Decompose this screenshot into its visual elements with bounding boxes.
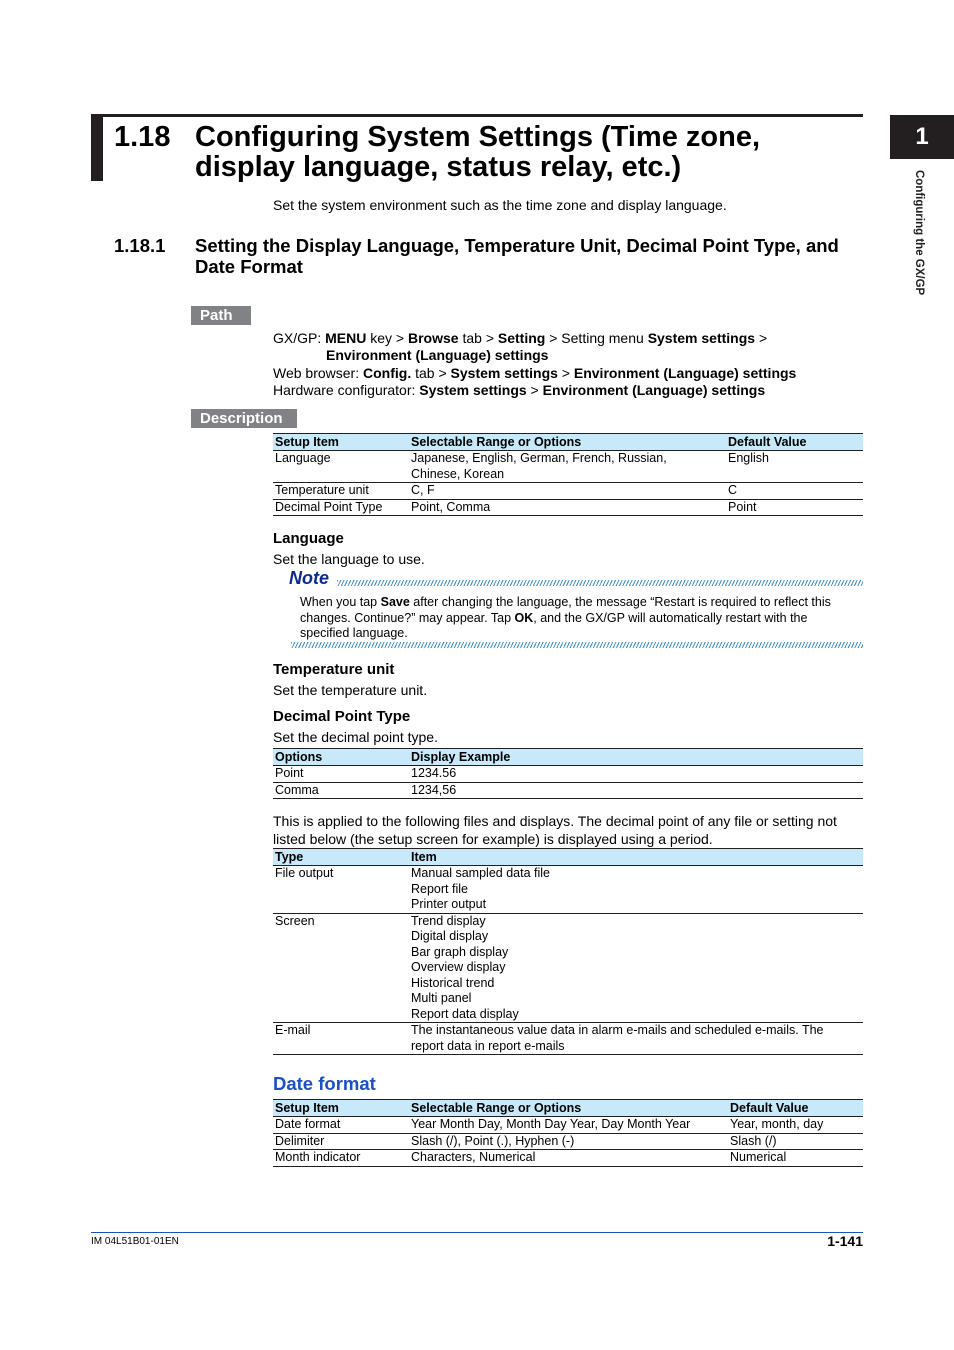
decimal-table (273, 748, 863, 799)
list-item: Overview display (411, 960, 506, 974)
footer-rule (91, 1232, 863, 1233)
table-row: Decimal Point Type Point, Comma Point (273, 499, 863, 516)
list-item: Historical trend (411, 975, 495, 990)
language-text: Set the language to use. (273, 551, 425, 567)
section-title: Configuring System Settings (Time zone, display language, status relay, etc.) (195, 121, 761, 183)
table-row: Language Japanese, English, German, French, Russian, Chinese, Korean English (273, 451, 863, 483)
footer-doc-id: IM 04L51B01-01EN (91, 1236, 179, 1247)
decimal-text: Set the decimal point type. (273, 729, 438, 745)
path-hw: Hardware configurator: System settings > Environment (Language) settings (273, 382, 766, 398)
chapter-tab: 1 (890, 115, 954, 159)
table-header: Options (273, 749, 409, 766)
note-text: When you tap Save after changing the language, the message “Restart is required to reflect this changes. Continue?” may appear. Tap OK, and the GX/GP will automatically restart with the specified language. (300, 595, 831, 640)
applied-table (273, 848, 863, 1055)
table-row: Month indicator Characters, Numerical Numerical (273, 1150, 863, 1167)
list-item: Multi panel (411, 991, 472, 1005)
table-row: Date format Year Month Day, Month Day Year, Day Month Year Year, month, day (273, 1117, 863, 1134)
table-header: Default Value (728, 1100, 863, 1117)
list-item: Report file (411, 881, 468, 896)
table-header: Item (409, 849, 863, 866)
table-header: Type (273, 849, 409, 866)
table-header: Setup Item (273, 1100, 409, 1117)
table-row: E-mail The instantaneous value data in alarm e-mails and scheduled e-mails. The report data in report e-mails (273, 1023, 863, 1055)
table-row: Screen Trend display Digital display Bar graph display Overview display Historical trend Multi panel Report data display (273, 913, 863, 1023)
decimal-applied-text: This is applied to the following files and displays. The decimal point of any file or setting not listed below (the setup screen for example) is displayed using a period. (273, 813, 837, 847)
settings-table (273, 433, 863, 516)
section-intro: Set the system environment such as the time zone and display language. (273, 197, 727, 213)
date-format-heading: Date format (273, 1073, 376, 1094)
table-header: Selectable Range or Options (409, 434, 726, 451)
note-top-hatch (337, 580, 863, 586)
note-title: Note (289, 568, 329, 588)
chapter-side-label: Configuring the GX/GP (913, 170, 925, 296)
table-header: Default Value (726, 434, 863, 451)
list-item: Digital display (411, 929, 489, 943)
section-rule (91, 114, 863, 117)
table-header: Setup Item (273, 434, 409, 451)
language-heading: Language (273, 530, 344, 547)
table-row: Temperature unit C, F C (273, 483, 863, 500)
temperature-text: Set the temperature unit. (273, 682, 428, 698)
note-bottom-hatch (291, 642, 863, 648)
list-item: Bar graph display (411, 944, 509, 959)
path-gx-env: Environment (Language) settings (326, 347, 549, 363)
subsection-title: Setting the Display Language, Temperature Unit, Decimal Point Type, and Date Format (195, 235, 839, 277)
footer-page-number: 1-141 (827, 1233, 863, 1249)
list-item: Printer output (411, 897, 487, 911)
decimal-heading: Decimal Point Type (273, 708, 411, 725)
temperature-heading: Temperature unit (273, 661, 395, 678)
table-header: Selectable Range or Options (409, 1100, 728, 1117)
path-tag: Path (191, 306, 251, 325)
section-bar (91, 117, 103, 181)
table-row: Point 1234.56 (273, 766, 863, 783)
table-row: Delimiter Slash (/), Point (.), Hyphen (-) Slash (/) (273, 1133, 863, 1150)
path-gx: GX/GP: MENU key > Browse tab > Setting > Setting menu System settings > (273, 330, 768, 346)
table-header: Display Example (409, 749, 863, 766)
list-item: The instantaneous value data in alarm e-mails and scheduled e-mails. The report data in report e-mails (411, 1023, 824, 1053)
table-row: Comma 1234,56 (273, 782, 863, 799)
section-number: 1.18 (114, 121, 171, 153)
list-item: Manual sampled data file (411, 866, 550, 880)
subsection-number: 1.18.1 (114, 235, 166, 256)
list-item: Report data display (411, 1006, 519, 1021)
table-row: File output Manual sampled data file Report file Printer output (273, 866, 863, 914)
date-format-table (273, 1099, 863, 1167)
path-web: Web browser: Config. tab > System settings > Environment (Language) settings (273, 365, 797, 381)
description-tag: Description (191, 409, 297, 428)
list-item: Trend display (411, 913, 486, 928)
